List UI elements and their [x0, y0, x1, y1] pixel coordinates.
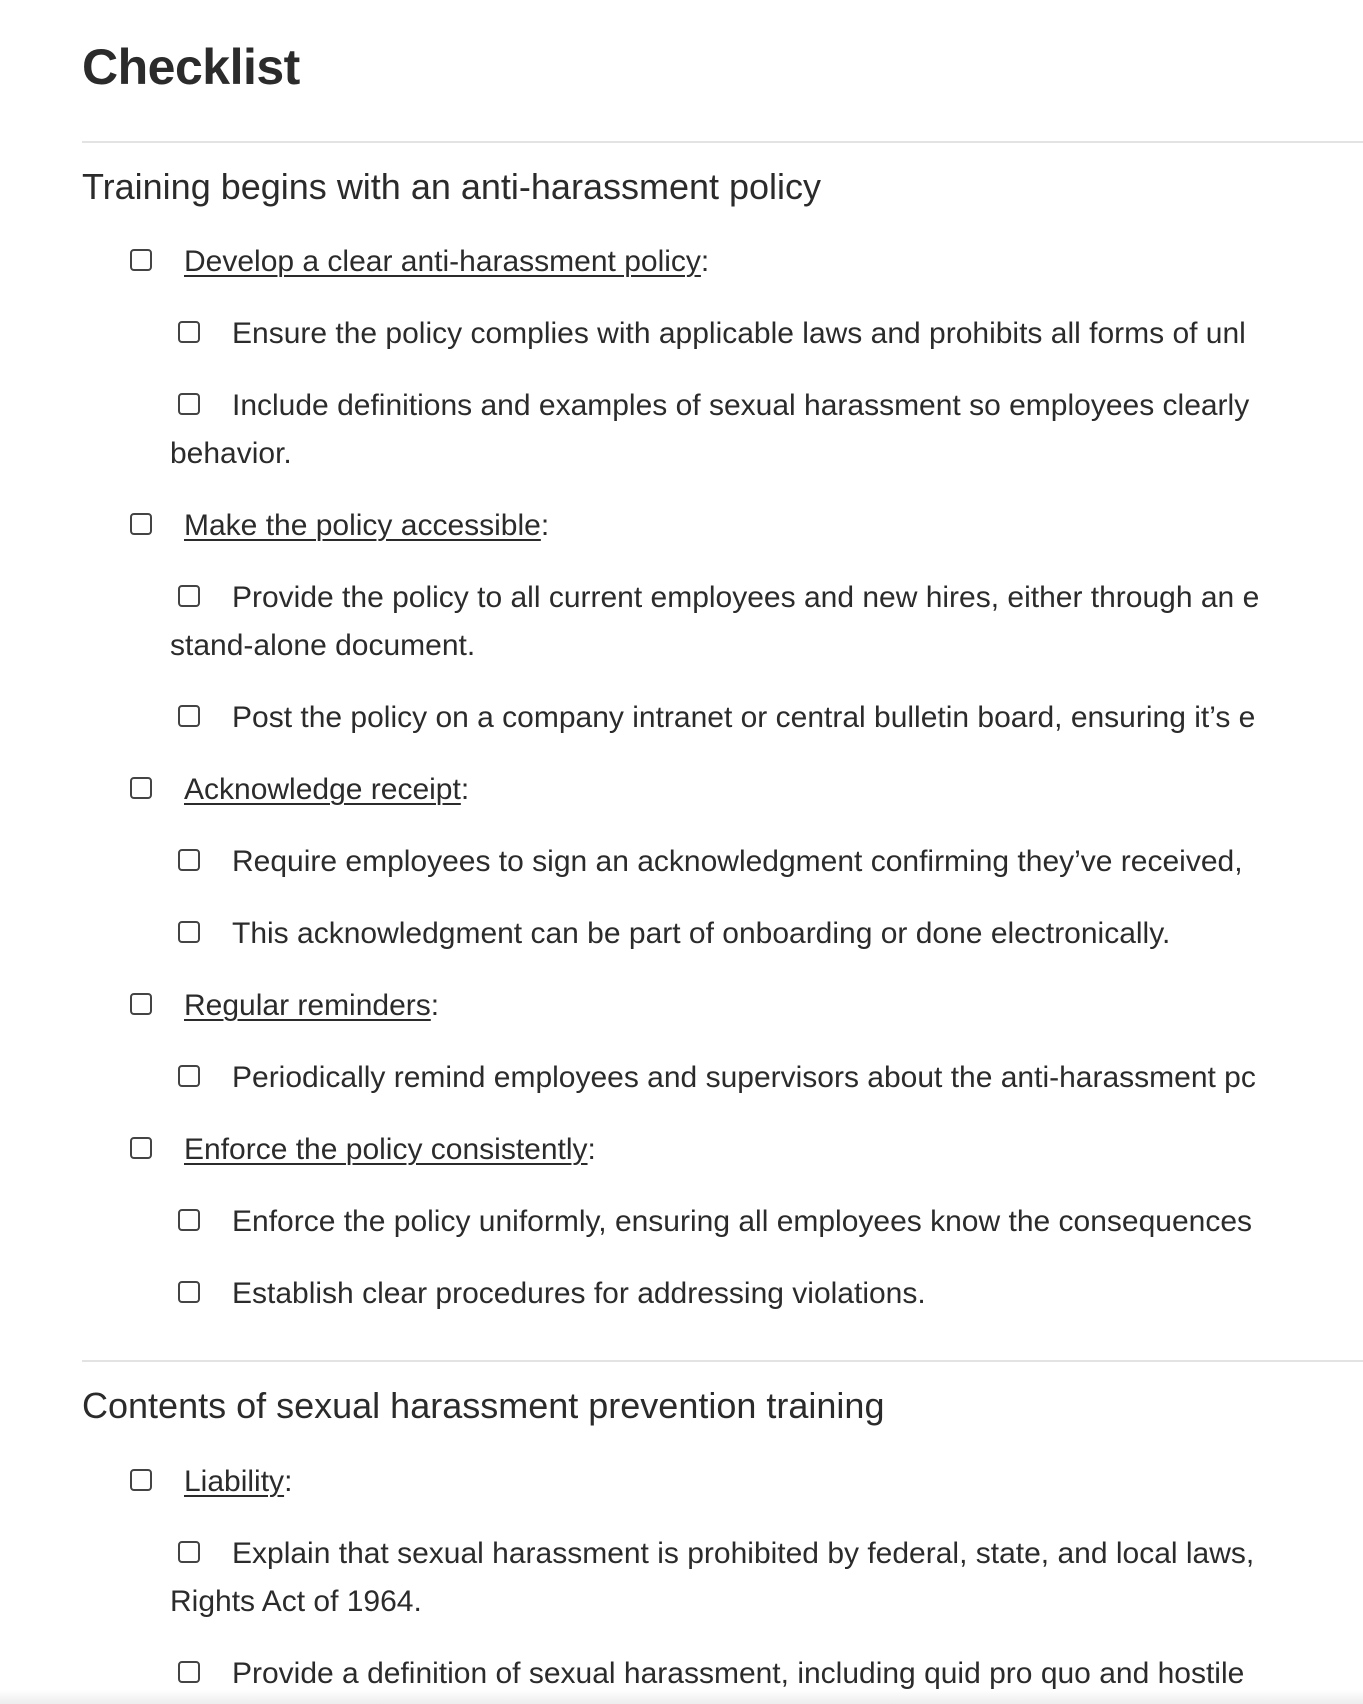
checkbox[interactable] [130, 1137, 152, 1159]
checkbox[interactable] [130, 249, 152, 271]
checklist-subitem [178, 694, 1255, 742]
checkbox[interactable] [178, 705, 200, 727]
section-heading-training-contents: Contents of sexual harassment prevention training [82, 1385, 885, 1426]
checklist-subitem [178, 1530, 1254, 1578]
subitem-text-continued: behavior. [170, 437, 292, 470]
checklist-item: Liability: [130, 1458, 292, 1506]
checkbox[interactable] [178, 1541, 200, 1563]
subitem-text: Establish clear procedures for addressing violations. [232, 1277, 926, 1310]
subitem-text: Periodically remind employees and supervisors about the anti-harassment pc [232, 1061, 1256, 1094]
checkbox[interactable] [178, 849, 200, 871]
checklist-subitem [178, 574, 1259, 622]
item-link[interactable]: Enforce the policy consistently [184, 1133, 588, 1166]
checkbox[interactable] [178, 921, 200, 943]
checklist-subitem [178, 310, 1246, 358]
checklist-page [82, 0, 1363, 1704]
checklist-item: Develop a clear anti-harassment policy: [130, 238, 709, 286]
scroll-edge [0, 1690, 1363, 1704]
section-divider [82, 1360, 1363, 1362]
checklist-subitem [178, 1270, 926, 1318]
subitem-text-continued: stand-alone document. [170, 629, 476, 662]
subitem-text: Provide a definition of sexual harassment, including quid pro quo and hostile [232, 1657, 1245, 1690]
section-heading-policy: Training begins with an anti-harassment policy [82, 166, 822, 207]
checkbox[interactable] [130, 513, 152, 535]
subitem-text: This acknowledgment can be part of onboarding or done electronically. [232, 917, 1171, 950]
subitem-text: Post the policy on a company intranet or central bulletin board, ensuring it’s e [232, 701, 1256, 734]
checkbox[interactable] [178, 1065, 200, 1087]
checklist-subitem [178, 838, 1243, 886]
subitem-text-continued: Rights Act of 1964. [170, 1585, 422, 1618]
item-link[interactable]: Develop a clear anti-harassment policy [184, 245, 701, 278]
subitem-text: Require employees to sign an acknowledgment confirming they’ve received, [232, 845, 1243, 878]
checklist-item: Regular reminders: [130, 982, 439, 1030]
checklist-item: Make the policy accessible: [130, 502, 549, 550]
checkbox[interactable] [178, 393, 200, 415]
page-title: Checklist [82, 39, 300, 95]
checklist-item: Enforce the policy consistently: [130, 1126, 596, 1174]
checkbox[interactable] [178, 321, 200, 343]
subitem-text: Ensure the policy complies with applicable laws and prohibits all forms of unl [232, 317, 1246, 350]
checklist-subitem [178, 910, 1170, 958]
subitem-text: Provide the policy to all current employees and new hires, either through an e [232, 581, 1260, 614]
checklist-item: Acknowledge receipt: [130, 766, 469, 814]
subitem-text: Enforce the policy uniformly, ensuring all employees know the consequences [232, 1205, 1252, 1238]
section-divider [82, 141, 1363, 143]
checkbox[interactable] [178, 1281, 200, 1303]
checkbox[interactable] [130, 777, 152, 799]
item-link[interactable]: Regular reminders [184, 989, 431, 1022]
item-link[interactable]: Make the policy accessible [184, 509, 541, 542]
subitem-text: Include definitions and examples of sexual harassment so employees clearly [232, 389, 1250, 422]
item-link[interactable]: Liability [184, 1465, 285, 1498]
checkbox[interactable] [130, 1469, 152, 1491]
checkbox[interactable] [178, 585, 200, 607]
checkbox[interactable] [130, 993, 152, 1015]
checkbox[interactable] [178, 1209, 200, 1231]
checklist-subitem [178, 1054, 1256, 1102]
checklist-subitem [178, 382, 1249, 430]
checklist-subitem [178, 1198, 1252, 1246]
checkbox[interactable] [178, 1661, 200, 1683]
item-link[interactable]: Acknowledge receipt [184, 773, 461, 806]
subitem-text: Explain that sexual harassment is prohibited by federal, state, and local laws, [232, 1537, 1255, 1570]
